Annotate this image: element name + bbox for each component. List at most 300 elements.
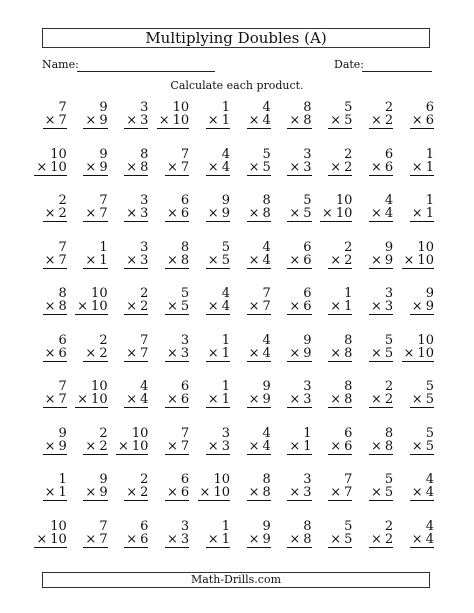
problem: [234, 287, 275, 334]
times-operator: ×: [411, 485, 423, 500]
problem: [152, 287, 193, 334]
multiplicand: 5: [221, 239, 230, 255]
multiplier: 3: [140, 113, 149, 128]
problem: [397, 473, 438, 520]
problem: [152, 194, 193, 241]
multiplier-line: [247, 300, 271, 315]
multiplier: 3: [180, 531, 190, 547]
times-operator: ×: [248, 531, 260, 547]
multiplier-line: [124, 207, 148, 222]
problem: [71, 380, 112, 427]
problem: [193, 101, 234, 148]
multiplicand: 7: [262, 286, 271, 301]
multiplier-line: [75, 393, 107, 408]
times-operator: ×: [126, 206, 138, 221]
problem-grid: [30, 101, 438, 566]
problem: [234, 334, 275, 381]
multiplier-line: [328, 393, 352, 408]
times-operator: ×: [207, 159, 219, 175]
multiplicand: 9: [221, 193, 230, 208]
times-operator: ×: [207, 531, 219, 547]
times-operator: ×: [248, 485, 260, 500]
times-operator: ×: [207, 392, 219, 407]
times-operator: ×: [370, 159, 382, 175]
problem: [275, 380, 316, 427]
multiplicand: 6: [180, 193, 190, 208]
times-operator: ×: [167, 159, 178, 175]
problem: [71, 241, 112, 288]
problem: [193, 473, 234, 520]
multiplicand: 1: [58, 472, 67, 487]
multiplier-line: [165, 533, 189, 548]
multiplier: 5: [384, 485, 394, 500]
multiplier: 8: [262, 206, 271, 221]
multiplier: 8: [384, 438, 394, 454]
multiplier-line: [124, 486, 148, 501]
multiplier: 7: [344, 485, 353, 500]
problem: [112, 520, 153, 567]
multiplier: 10: [335, 206, 353, 221]
multiplier-line: [369, 254, 393, 269]
multiplier: 4: [384, 206, 394, 221]
times-operator: ×: [289, 113, 301, 128]
times-operator: ×: [199, 485, 211, 500]
multiplier: 5: [344, 113, 353, 128]
problem: [397, 287, 438, 334]
times-operator: ×: [330, 113, 342, 128]
multiplier-line: [287, 533, 311, 548]
problem: [30, 520, 71, 567]
multiplier-line: [206, 254, 230, 269]
times-operator: ×: [126, 113, 138, 128]
multiplicand: 10: [172, 100, 190, 115]
multiplicand: 5: [262, 146, 271, 162]
multiplier-line: [83, 207, 107, 222]
problem: [316, 334, 357, 381]
problem: [152, 101, 193, 148]
multiplicand: 7: [99, 518, 108, 534]
times-operator: ×: [167, 345, 178, 361]
multiplier-line: [369, 393, 393, 408]
problem: [275, 520, 316, 567]
multiplier: 5: [180, 299, 190, 314]
multiplicand: 4: [262, 332, 271, 348]
multiplicand: 7: [180, 146, 190, 162]
times-operator: ×: [403, 252, 415, 268]
times-operator: ×: [403, 345, 415, 361]
multiplicand: 4: [384, 193, 394, 208]
multiplicand: 10: [91, 379, 108, 394]
multiplier-line: [124, 114, 148, 129]
multiplicand: 5: [425, 425, 434, 441]
problem: [193, 148, 234, 195]
problem: [397, 427, 438, 474]
multiplicand: 10: [131, 425, 149, 441]
multiplier-line: [247, 114, 271, 129]
multiplier: 4: [262, 113, 271, 128]
times-operator: ×: [167, 252, 178, 268]
problem: [71, 287, 112, 334]
problem: [112, 194, 153, 241]
problem: [234, 148, 275, 195]
problem: [112, 101, 153, 148]
problem: [316, 148, 357, 195]
times-operator: ×: [85, 531, 97, 547]
times-operator: ×: [289, 299, 301, 314]
times-operator: ×: [289, 252, 301, 268]
multiplier-line: [328, 161, 352, 176]
multiplicand: 7: [180, 425, 190, 441]
multiplicand: 2: [384, 518, 394, 534]
multiplier: 9: [262, 392, 271, 407]
multiplicand: 2: [140, 286, 149, 301]
times-operator: ×: [126, 531, 138, 547]
name-field-line[interactable]: [77, 71, 215, 72]
multiplier-line: [157, 114, 189, 129]
problem: [112, 334, 153, 381]
multiplier: 6: [140, 531, 149, 547]
problem: [275, 101, 316, 148]
multiplier-line: [198, 486, 230, 501]
multiplier-line: [34, 161, 66, 176]
multiplier: 6: [58, 345, 67, 361]
multiplicand: 4: [221, 286, 230, 301]
multiplicand: 8: [262, 472, 271, 487]
multiplier: 1: [425, 159, 434, 175]
multiplier: 5: [262, 159, 271, 175]
times-operator: ×: [85, 206, 97, 221]
multiplier: 5: [344, 531, 353, 547]
times-operator: ×: [330, 392, 342, 407]
multiplicand: 1: [221, 379, 230, 394]
multiplier-line: [116, 440, 148, 455]
multiplicand: 3: [140, 193, 149, 208]
multiplier: 10: [417, 252, 434, 268]
times-operator: ×: [167, 299, 178, 314]
multiplier: 7: [58, 113, 67, 128]
multiplier: 9: [99, 113, 108, 128]
multiplicand: 5: [344, 518, 353, 534]
multiplicand: 6: [303, 286, 312, 301]
multiplicand: 1: [425, 193, 434, 208]
multiplicand: 2: [140, 472, 149, 487]
problem: [356, 334, 397, 381]
multiplicand: 9: [262, 518, 271, 534]
multiplicand: 9: [58, 425, 67, 441]
multiplier-line: [328, 440, 352, 455]
multiplier: 9: [262, 531, 271, 547]
multiplicand: 7: [58, 379, 67, 394]
times-operator: ×: [126, 159, 138, 175]
multiplicand: 4: [425, 472, 434, 487]
multiplier: 10: [91, 299, 108, 314]
multiplier: 5: [425, 438, 434, 454]
times-operator: ×: [44, 485, 56, 500]
times-operator: ×: [126, 345, 138, 361]
multiplier-line: [124, 347, 148, 362]
problem: [356, 148, 397, 195]
multiplier: 3: [221, 438, 230, 454]
times-operator: ×: [411, 159, 423, 175]
times-operator: ×: [77, 299, 89, 314]
multiplier-line: [410, 114, 434, 129]
multiplier-line: [83, 440, 107, 455]
problem: [152, 473, 193, 520]
times-operator: ×: [321, 206, 333, 221]
multiplicand: 1: [425, 146, 434, 162]
multiplier-line: [320, 207, 352, 222]
times-operator: ×: [85, 485, 97, 500]
multiplier-line: [43, 254, 67, 269]
multiplier: 10: [50, 531, 67, 547]
multiplier-line: [247, 347, 271, 362]
multiplicand: 1: [303, 425, 312, 441]
problem: [397, 101, 438, 148]
times-operator: ×: [330, 531, 342, 547]
times-operator: ×: [207, 345, 219, 361]
multiplicand: 1: [99, 239, 108, 255]
times-operator: ×: [330, 159, 342, 175]
problem: [356, 101, 397, 148]
multiplicand: 3: [140, 239, 149, 255]
problem: [234, 380, 275, 427]
multiplier-line: [165, 254, 189, 269]
multiplicand: 8: [262, 193, 271, 208]
multiplier: 9: [221, 206, 230, 221]
multiplier: 7: [180, 438, 190, 454]
multiplicand: 6: [140, 518, 149, 534]
multiplier-line: [83, 254, 107, 269]
multiplier: 6: [180, 206, 190, 221]
multiplicand: 7: [58, 100, 67, 115]
problem: [316, 101, 357, 148]
multiplicand: 2: [344, 239, 353, 255]
multiplier: 9: [58, 438, 67, 454]
problem: [356, 473, 397, 520]
problem: [275, 334, 316, 381]
multiplicand: 7: [99, 193, 108, 208]
problem: [356, 380, 397, 427]
multiplier: 2: [99, 438, 108, 454]
problem: [356, 241, 397, 288]
problem: [397, 520, 438, 567]
times-operator: ×: [207, 206, 219, 221]
multiplier: 8: [180, 252, 190, 268]
problem: [152, 427, 193, 474]
times-operator: ×: [85, 113, 97, 128]
problem: [30, 241, 71, 288]
multiplier-line: [43, 393, 67, 408]
multiplier: 8: [303, 531, 312, 547]
multiplier: 10: [213, 485, 230, 500]
times-operator: ×: [248, 392, 260, 407]
multiplier-line: [247, 486, 271, 501]
multiplier-line: [165, 393, 189, 408]
problem: [193, 427, 234, 474]
problem: [30, 194, 71, 241]
multiplier-line: [124, 300, 148, 315]
multiplier: 2: [384, 392, 394, 407]
multiplicand: 8: [303, 100, 312, 115]
problem: [356, 194, 397, 241]
multiplicand: 6: [58, 332, 67, 348]
problem: [152, 380, 193, 427]
times-operator: ×: [158, 113, 170, 128]
multiplier: 9: [384, 252, 394, 268]
name-date-row: [42, 58, 432, 76]
multiplicand: 8: [180, 239, 190, 255]
problem: [275, 241, 316, 288]
multiplier-line: [206, 161, 230, 176]
times-operator: ×: [126, 299, 138, 314]
multiplier: 2: [344, 252, 353, 268]
multiplier: 6: [180, 485, 190, 500]
times-operator: ×: [126, 252, 138, 268]
problem: [112, 473, 153, 520]
multiplier-line: [287, 440, 311, 455]
times-operator: ×: [248, 345, 260, 361]
problem: [356, 287, 397, 334]
times-operator: ×: [289, 159, 301, 175]
multiplicand: 10: [50, 518, 67, 534]
times-operator: ×: [330, 345, 342, 361]
times-operator: ×: [248, 113, 260, 128]
times-operator: ×: [289, 392, 301, 407]
multiplier-line: [124, 393, 148, 408]
multiplier-line: [369, 533, 393, 548]
multiplier-line: [287, 486, 311, 501]
multiplicand: 10: [50, 146, 67, 162]
multiplier-line: [369, 440, 393, 455]
problem: [234, 241, 275, 288]
multiplier: 1: [221, 345, 230, 361]
times-operator: ×: [289, 485, 301, 500]
problem: [234, 520, 275, 567]
multiplicand: 7: [58, 239, 67, 255]
date-field-line[interactable]: [362, 71, 432, 72]
multiplier: 4: [262, 438, 271, 454]
problem: [275, 287, 316, 334]
multiplier: 3: [303, 159, 312, 175]
times-operator: ×: [167, 392, 178, 407]
multiplicand: 4: [262, 100, 271, 115]
multiplier: 3: [384, 299, 394, 314]
multiplicand: 9: [99, 146, 108, 162]
multiplier: 2: [344, 159, 353, 175]
multiplier: 7: [140, 345, 149, 361]
multiplier: 2: [384, 113, 394, 128]
multiplicand: 10: [417, 239, 434, 255]
problem: [71, 194, 112, 241]
multiplicand: 2: [384, 100, 394, 115]
times-operator: ×: [207, 299, 219, 314]
times-operator: ×: [167, 206, 178, 221]
multiplier: 4: [221, 299, 230, 314]
problem: [275, 194, 316, 241]
times-operator: ×: [330, 252, 342, 268]
times-operator: ×: [44, 345, 56, 361]
multiplier: 6: [384, 159, 394, 175]
multiplier: 7: [262, 299, 271, 314]
times-operator: ×: [117, 438, 129, 454]
times-operator: ×: [411, 299, 423, 314]
times-operator: ×: [330, 299, 342, 314]
multiplicand: 3: [140, 100, 149, 115]
multiplier-line: [43, 440, 67, 455]
instructions: Calculate each product.: [170, 79, 304, 92]
multiplier-line: [287, 393, 311, 408]
multiplier-line: [328, 533, 352, 548]
multiplicand: 1: [221, 100, 230, 115]
multiplicand: 2: [344, 146, 353, 162]
multiplicand: 5: [180, 286, 190, 301]
multiplier-line: [410, 207, 434, 222]
multiplier: 1: [425, 206, 434, 221]
problem: [71, 427, 112, 474]
problem: [30, 101, 71, 148]
multiplier: 9: [99, 485, 108, 500]
times-operator: ×: [411, 531, 423, 547]
multiplier-line: [206, 533, 230, 548]
problem: [30, 148, 71, 195]
footer: Math-Drills.com: [42, 572, 430, 588]
multiplier-line: [206, 114, 230, 129]
multiplicand: 5: [384, 472, 394, 487]
problem: [30, 427, 71, 474]
times-operator: ×: [44, 392, 56, 407]
multiplier-line: [410, 300, 434, 315]
problem: [316, 427, 357, 474]
problem: [112, 427, 153, 474]
multiplicand: 2: [384, 379, 394, 394]
times-operator: ×: [167, 438, 178, 454]
problem: [193, 380, 234, 427]
multiplier: 4: [425, 485, 434, 500]
multiplicand: 5: [344, 100, 353, 115]
multiplier: 2: [58, 206, 67, 221]
multiplier-line: [206, 207, 230, 222]
multiplicand: 8: [303, 518, 312, 534]
multiplier: 1: [303, 438, 312, 454]
problem: [234, 427, 275, 474]
times-operator: ×: [370, 299, 382, 314]
times-operator: ×: [85, 252, 97, 268]
multiplier-line: [83, 114, 107, 129]
problem: [193, 241, 234, 288]
multiplicand: 6: [384, 146, 394, 162]
multiplier: 7: [99, 206, 108, 221]
multiplier-line: [410, 161, 434, 176]
problem: [316, 241, 357, 288]
multiplier: 5: [425, 392, 434, 407]
problem: [193, 334, 234, 381]
multiplicand: 9: [99, 472, 108, 487]
problem: [71, 473, 112, 520]
multiplicand: 7: [140, 332, 149, 348]
times-operator: ×: [289, 206, 301, 221]
multiplier-line: [83, 533, 107, 548]
multiplier: 10: [172, 113, 190, 128]
multiplier: 8: [140, 159, 149, 175]
problem: [316, 287, 357, 334]
multiplier: 4: [262, 345, 271, 361]
times-operator: ×: [289, 531, 301, 547]
multiplier: 9: [303, 345, 312, 361]
multiplier-line: [165, 486, 189, 501]
times-operator: ×: [167, 531, 178, 547]
problem: [112, 241, 153, 288]
multiplier-line: [410, 393, 434, 408]
